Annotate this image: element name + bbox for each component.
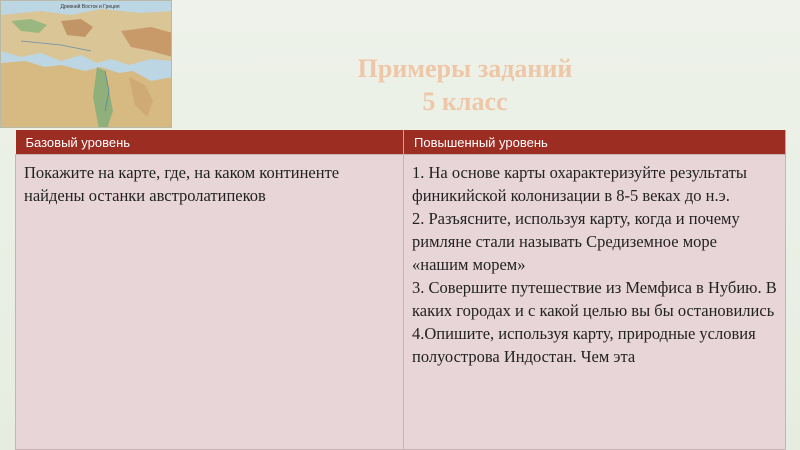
advanced-task-3: 3. Совершите путешествие из Мемфиса в Нубию. В каких городах и с какой целью вы бы остановились <box>412 278 777 320</box>
advanced-task-4: 4.Опишите, используя карту, природные условия полуострова Индостан. Чем эта <box>412 324 756 366</box>
map-icon <box>1 1 172 128</box>
slide-title <box>300 52 630 118</box>
map-thumbnail <box>0 0 172 128</box>
table-row <box>16 155 786 450</box>
header-advanced-level: Повышенный уровень <box>404 130 786 155</box>
tasks-table <box>15 130 786 450</box>
map-caption: Древний Восток и Греция <box>60 4 120 10</box>
title-line-2: 5 класс <box>422 87 508 116</box>
basic-task-cell <box>16 155 404 450</box>
header-basic-level: Базовый уровень <box>16 130 404 155</box>
basic-task-text: Покажите на карте, где, на каком континенте найдены останки австролатипеков <box>24 163 340 205</box>
table-header-row <box>16 130 786 155</box>
advanced-tasks-cell <box>404 155 786 450</box>
advanced-task-2: 2. Разъясните, используя карту, когда и почему римляне стали называть Средиземное море «нашим морем» <box>412 209 740 274</box>
title-line-1: Примеры заданий <box>357 54 573 83</box>
advanced-task-1: 1. На основе карты охарактеризуйте результаты финикийской колонизации в 8-5 веках до н.э. <box>412 163 747 205</box>
